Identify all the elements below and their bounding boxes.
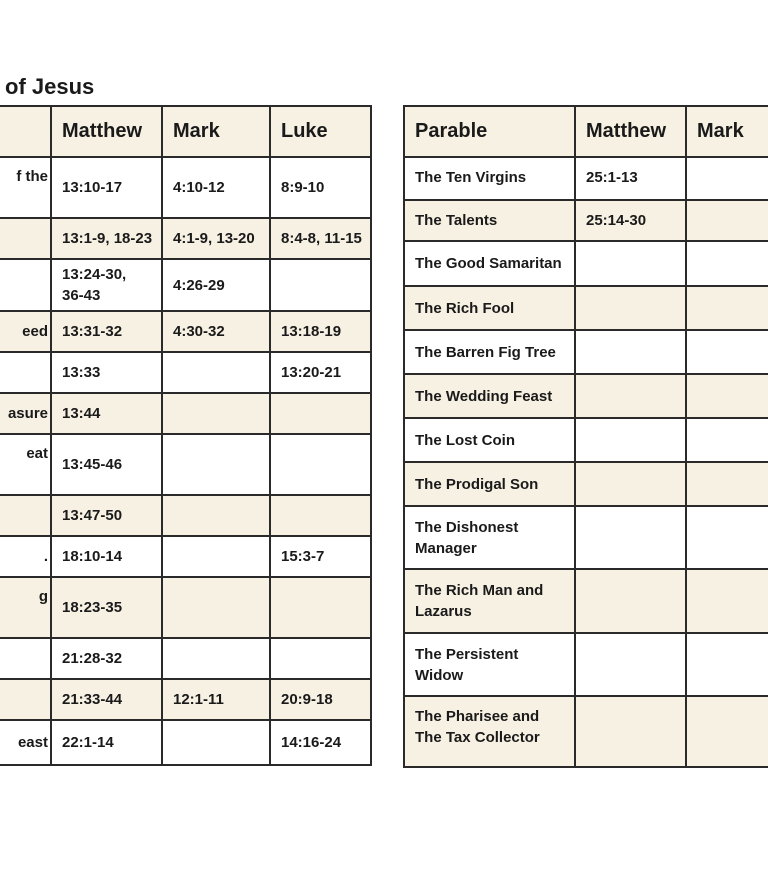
- parable-name-cell: [0, 638, 51, 679]
- parable-name-cell: asure: [0, 393, 51, 434]
- left-parables-table: [0, 105, 372, 766]
- luke-cell: 13:20-21: [270, 352, 371, 393]
- matthew-cell: 13:31-32: [51, 311, 162, 352]
- table-row: [0, 536, 371, 577]
- parable-name-cell: [0, 679, 51, 720]
- parable-name-cell: [0, 577, 51, 638]
- mark-cell: [162, 536, 270, 577]
- luke-cell: [270, 638, 371, 679]
- parable-name-line: f the: [16, 168, 48, 185]
- luke-cell: 8:4-8, 11-15: [270, 218, 371, 259]
- table-row: [0, 311, 371, 352]
- matthew-cell: [575, 374, 686, 418]
- table-row: [0, 720, 371, 765]
- mark-cell: [162, 720, 270, 765]
- matthew-cell: 13:1-9, 18-23: [51, 218, 162, 259]
- table-row: [0, 259, 371, 311]
- matthew-cell: 13:47-50: [51, 495, 162, 536]
- matthew-cell: 21:28-32: [51, 638, 162, 679]
- parable-name-cell: The Good Samaritan: [404, 241, 575, 286]
- mark-cell: [686, 330, 768, 374]
- table-row: [404, 569, 768, 633]
- table-row: [404, 633, 768, 696]
- matthew-cell: [575, 462, 686, 506]
- table-row: [404, 200, 768, 241]
- mark-cell: 4:1-9, 13-20: [162, 218, 270, 259]
- matthew-cell: [575, 241, 686, 286]
- matthew-cell: 22:1-14: [51, 720, 162, 765]
- column-header-mark: Mark: [686, 106, 768, 157]
- mark-cell: [686, 462, 768, 506]
- parable-name-line: g: [38, 588, 48, 605]
- luke-cell: 20:9-18: [270, 679, 371, 720]
- matthew-cell: 13:44: [51, 393, 162, 434]
- mark-cell: [162, 434, 270, 495]
- matthew-cell: [575, 506, 686, 569]
- table-row: [404, 286, 768, 330]
- mark-cell: [162, 638, 270, 679]
- matthew-cell: [575, 696, 686, 767]
- table-row: [404, 241, 768, 286]
- parable-name-cell: [0, 218, 51, 259]
- table-row: [404, 696, 768, 767]
- parable-name-cell: [0, 259, 51, 311]
- table-row: [404, 374, 768, 418]
- parable-name-cell: [0, 352, 51, 393]
- mark-cell: 12:1-11: [162, 679, 270, 720]
- parable-name-cell: The Persistent Widow: [404, 633, 575, 696]
- parable-name-cell: The Ten Virgins: [404, 157, 575, 200]
- mark-cell: [686, 241, 768, 286]
- parable-name-cell: The Barren Fig Tree: [404, 330, 575, 374]
- matthew-cell: 13:45-46: [51, 434, 162, 495]
- luke-cell: [270, 495, 371, 536]
- table-row: [0, 577, 371, 638]
- right-parables-table: [403, 105, 768, 768]
- luke-cell: [270, 259, 371, 311]
- table-row: [404, 462, 768, 506]
- table-row: [0, 434, 371, 495]
- mark-cell: [686, 374, 768, 418]
- mark-cell: [162, 495, 270, 536]
- matthew-cell: 18:10-14: [51, 536, 162, 577]
- parable-name-cell: The Talents: [404, 200, 575, 241]
- parable-name-cell: [0, 157, 51, 218]
- parable-name-cell: The Rich Fool: [404, 286, 575, 330]
- mark-cell: 4:10-12: [162, 157, 270, 218]
- mark-cell: 4:30-32: [162, 311, 270, 352]
- column-header-matthew: Matthew: [575, 106, 686, 157]
- table-row: [404, 418, 768, 462]
- luke-cell: 8:9-10: [270, 157, 371, 218]
- mark-cell: 4:26-29: [162, 259, 270, 311]
- table-row: [0, 679, 371, 720]
- table-row: [404, 330, 768, 374]
- parable-name-cell: The Lost Coin: [404, 418, 575, 462]
- mark-cell: [686, 157, 768, 200]
- matthew-cell: [575, 418, 686, 462]
- table-row: [0, 218, 371, 259]
- parable-name-cell: The Rich Man and Lazarus: [404, 569, 575, 633]
- column-header-luke: Luke: [270, 106, 371, 157]
- parable-name-cell: eed: [0, 311, 51, 352]
- matthew-cell: 13:10-17: [51, 157, 162, 218]
- matthew-cell: 13:33: [51, 352, 162, 393]
- table-header-row: [404, 106, 768, 157]
- mark-cell: [686, 696, 768, 767]
- matthew-cell: 25:1-13: [575, 157, 686, 200]
- luke-cell: 13:18-19: [270, 311, 371, 352]
- luke-cell: [270, 434, 371, 495]
- column-header-matthew: Matthew: [51, 106, 162, 157]
- mark-cell: [686, 506, 768, 569]
- table-row: [0, 638, 371, 679]
- matthew-cell: 18:23-35: [51, 577, 162, 638]
- mark-cell: [686, 286, 768, 330]
- luke-cell: 15:3-7: [270, 536, 371, 577]
- table-row: [404, 506, 768, 569]
- mark-cell: [686, 418, 768, 462]
- matthew-cell: [575, 633, 686, 696]
- mark-cell: [686, 569, 768, 633]
- matthew-cell: [575, 330, 686, 374]
- column-header: [0, 106, 51, 157]
- parable-name-cell: The Dishonest Manager: [404, 506, 575, 569]
- luke-cell: 14:16-24: [270, 720, 371, 765]
- page-title: of Jesus: [5, 74, 95, 99]
- mark-cell: [162, 352, 270, 393]
- parable-name-cell: The Wedding Feast: [404, 374, 575, 418]
- parable-name-cell: [0, 434, 51, 495]
- luke-cell: [270, 577, 371, 638]
- mark-cell: [686, 200, 768, 241]
- matthew-cell: 13:24-30, 36-43: [51, 259, 162, 311]
- mark-cell: [162, 577, 270, 638]
- column-header-parable: Parable: [404, 106, 575, 157]
- parable-name-line: eat: [26, 445, 48, 462]
- table-row: [0, 157, 371, 218]
- parable-name-cell: The Pharisee and The Tax Collector: [404, 696, 575, 767]
- matthew-cell: 21:33-44: [51, 679, 162, 720]
- table-row: [0, 495, 371, 536]
- parable-name-cell: The Prodigal Son: [404, 462, 575, 506]
- matthew-cell: 25:14-30: [575, 200, 686, 241]
- table-row: [0, 352, 371, 393]
- matthew-cell: [575, 286, 686, 330]
- table-header-row: [0, 106, 371, 157]
- luke-cell: [270, 393, 371, 434]
- parable-name-cell: [0, 495, 51, 536]
- matthew-cell: [575, 569, 686, 633]
- table-row: [404, 157, 768, 200]
- parable-name-cell: .: [0, 536, 51, 577]
- parable-name-cell: east: [0, 720, 51, 765]
- column-header-mark: Mark: [162, 106, 270, 157]
- table-row: [0, 393, 371, 434]
- mark-cell: [686, 633, 768, 696]
- mark-cell: [162, 393, 270, 434]
